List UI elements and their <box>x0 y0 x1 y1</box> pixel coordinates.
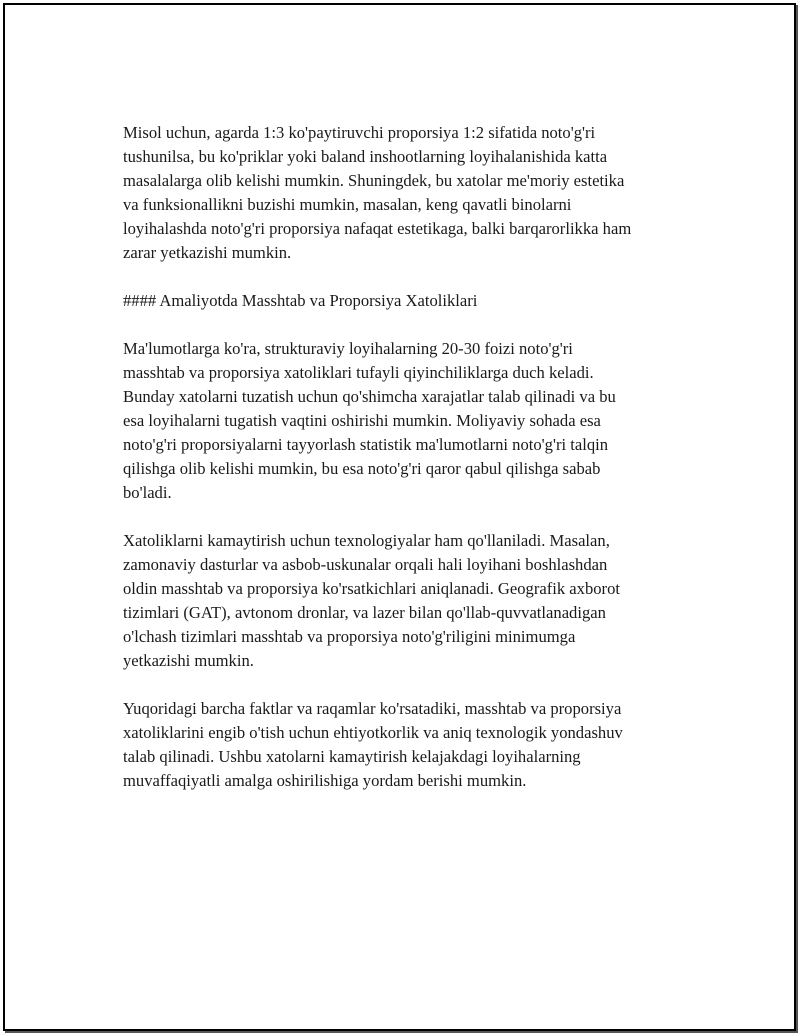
page-frame <box>3 3 796 1031</box>
paragraph-conclusion: Yuqoridagi barcha faktlar va raqamlar ko'rsatadiki, masshtab va proporsiya xatoliklarini engib o'tish uchun ehtiyotkorlik va aniq texnologik yondashuv talab qilinadi. Ushbu xatolarni kamaytirish kelajakdagi loyihalarning muvaffaqiyatli amalga oshirilishiga yordam berishi mumkin. <box>123 699 623 790</box>
paragraph-intro: Misol uchun, agarda 1:3 ko'paytiruvchi proporsiya 1:2 sifatida noto'g'ri tushunilsa, bu ko'priklar yoki baland inshootlarning loyihalanishida katta masalalarga olib kelishi mumkin. Shuningdek, bu xatolar me'moriy estetika va funksionallikni buzishi mumkin, masalan, keng qavatli binolarni loyihalashda noto'g'ri proporsiya nafaqat estetikaga, balki barqarorlikka ham zarar yetkazishi mumkin. <box>123 123 632 262</box>
paragraph-technology: Xatoliklarni kamaytirish uchun texnologiyalar ham qo'llaniladi. Masalan, zamonaviy dasturlar va asbob-uskunalar orqali hali loyihani boshlashdan oldin masshtab va proporsiya ko'rsatkichlari aniqlanadi. Geografik axborot tizimlari (GAT), avtonom dronlar, va lazer bilan qo'llab-quvvatlanadigan o'lchash tizimlari masshtab va proporsiya noto'g'riligini minimumga yetkazishi mumkin. <box>123 531 620 670</box>
paragraph-statistics: Ma'lumotlarga ko'ra, strukturaviy loyihalarning 20-30 foizi noto'g'ri masshtab va proporsiya xatoliklari tufayli qiyinchiliklarga duch keladi. Bunday xatolarni tuzatish uchun qo'shimcha xarajatlar talab qilinadi va bu esa loyihalarni tugatish vaqtini oshirishi mumkin. Moliyaviy sohada esa noto'g'ri proporsiyalarni tayyorlash statistik ma'lumotlarni noto'g'ri talqin qilishga olib kelishi mumkin, bu esa noto'g'ri qaror qabul qilishga sabab bo'ladi. <box>123 339 616 502</box>
section-heading: #### Amaliyotda Masshtab va Proporsiya Xatoliklari <box>123 291 478 310</box>
page-content <box>123 121 693 817</box>
